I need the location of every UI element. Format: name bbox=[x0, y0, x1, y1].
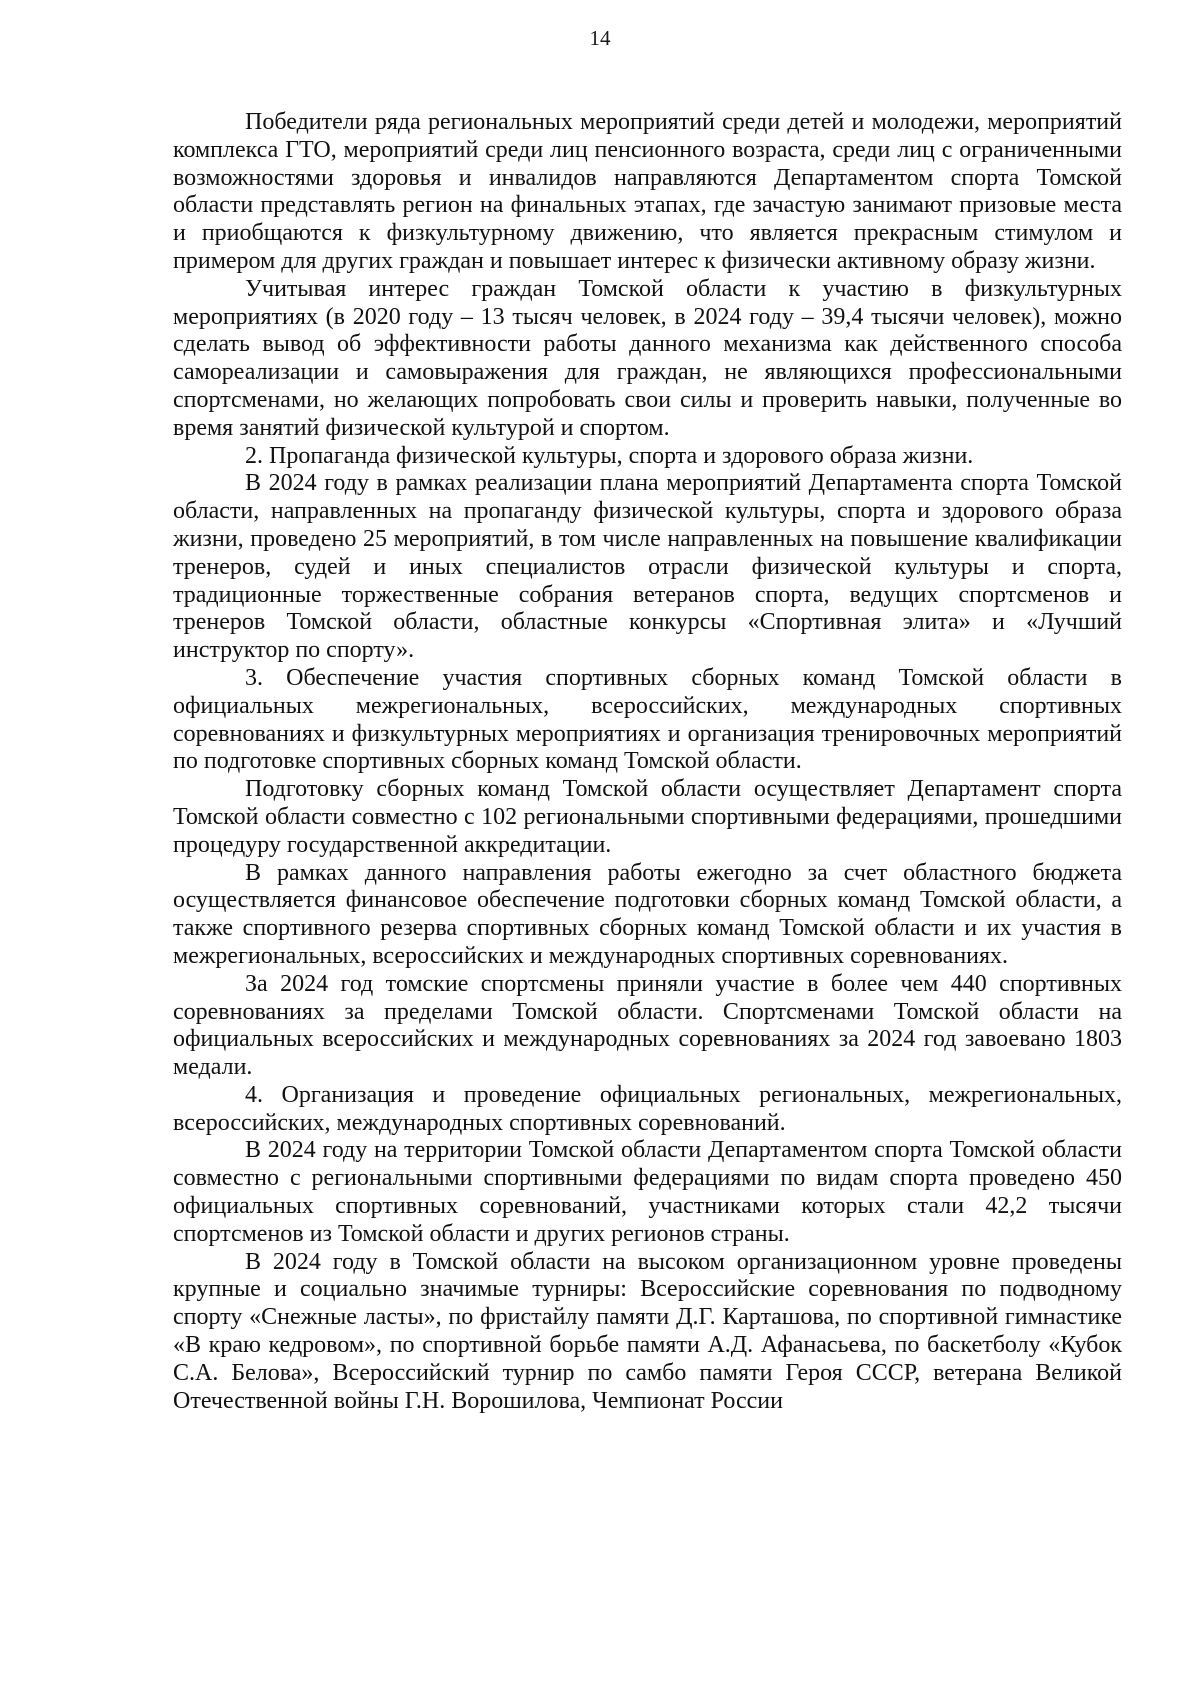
paragraph-budget-funding: В рамках данного направления работы ежегодно за счет областного бюджета осуществляется финансовое обеспечение подготовки сборных команд Томской области, а также спортивного резерва спортивных сборных команд Томской области и их участия в межрегиональных, всероссийских и международных спортивных соревнованиях. bbox=[173, 859, 1122, 969]
paragraph-participation-interest: Учитывая интерес граждан Томской области к участию в физкультурных мероприятиях (в 2020 году – 13 тысяч человек, в 2024 году – 39,4 тысячи человек), можно сделать вывод об эффективности работы данного механизма как действенного способа самореализации и самовыражения для граждан, не являющихся профессиональными спортсменами, но желающих попробовать свои силы и проверить навыки, полученные во время занятий физической культурой и спортом. bbox=[173, 275, 1122, 441]
paragraph-competition-results: За 2024 год томские спортсмены приняли участие в более чем 440 спортивных соревнованиях за пределами Томской области. Спортсменами Томской области на официальных всероссийских и международных соревнованиях за 2024 год завоевано 1803 медали. bbox=[173, 970, 1122, 1081]
paragraph-regional-winners: Победители ряда региональных мероприятий среди детей и молодежи, мероприятий комплекса ГТО, мероприятий среди лиц пенсионного возраста, среди лиц с ограниченными возможностями здоровья и инвалидов направляются Департаментом спорта Томской области представлять регион на финальных этапах, где зачастую занимают призовые места и приобщаются к физкультурному движению, что является прекрасным стимулом и примером для других граждан и повышает интерес к физически активному образу жизни. bbox=[173, 109, 1122, 274]
document-body bbox=[173, 109, 1122, 1415]
page-number: 14 bbox=[589, 26, 611, 50]
paragraph-team-preparation: Подготовку сборных команд Томской области осуществляет Департамент спорта Томской области совместно с 102 региональными спортивными федерациями, прошедшими процедуру государственной аккредитации. bbox=[173, 776, 1122, 858]
paragraph-section-4-heading: 4. Организация и проведение официальных региональных, межрегиональных, всероссийских, международных спортивных соревнований. bbox=[173, 1081, 1122, 1136]
paragraph-propaganda-events: В 2024 году в рамках реализации плана мероприятий Департамента спорта Томской области, направленных на пропаганду физической культуры, спорта и здорового образа жизни, проведено 25 мероприятий, в том числе направленных на повышение квалификации тренеров, судей и иных специалистов отрасли физической культуры и спорта, традиционные торжественные собрания ветеранов спорта, ведущих спортсменов и тренеров Томской области, областные конкурсы «Спортивная элита» и «Лучший инструктор по спорту». bbox=[173, 470, 1122, 664]
paragraph-official-competitions: В 2024 году на территории Томской области Департаментом спорта Томской области совместно с региональными спортивными федерациями по видам спорта проведено 450 официальных спортивных соревнований, участниками которых стали 42,2 тысячи спортсменов из Томской области и других регионов страны. bbox=[173, 1137, 1122, 1247]
paragraph-section-3-heading: 3. Обеспечение участия спортивных сборных команд Томской области в официальных межрегиональных, всероссийских, международных спортивных соревнованиях и физкультурных мероприятиях и организация тренировочных мероприятий по подготовке спортивных сборных команд Томской области. bbox=[173, 664, 1122, 775]
paragraph-section-2-heading: 2. Пропаганда физической культуры, спорта и здорового образа жизни. bbox=[245, 442, 974, 469]
paragraph-major-tournaments: В 2024 году в Томской области на высоком организационном уровне проведены крупные и социально значимые турниры: Всероссийские соревнования по подводному спорту «Снежные ласты», по фристайлу памяти Д.Г. Карташова, по спортивной гимнастике «В краю кедровом», по спортивной борьбе памяти А.Д. Афанасьева, по баскетболу «Кубок С.А. Белова», Всероссийский турнир по самбо памяти Героя СССР, ветерана Великой Отечественной войны Г.Н. Ворошилова, Чемпионат России bbox=[173, 1248, 1122, 1414]
